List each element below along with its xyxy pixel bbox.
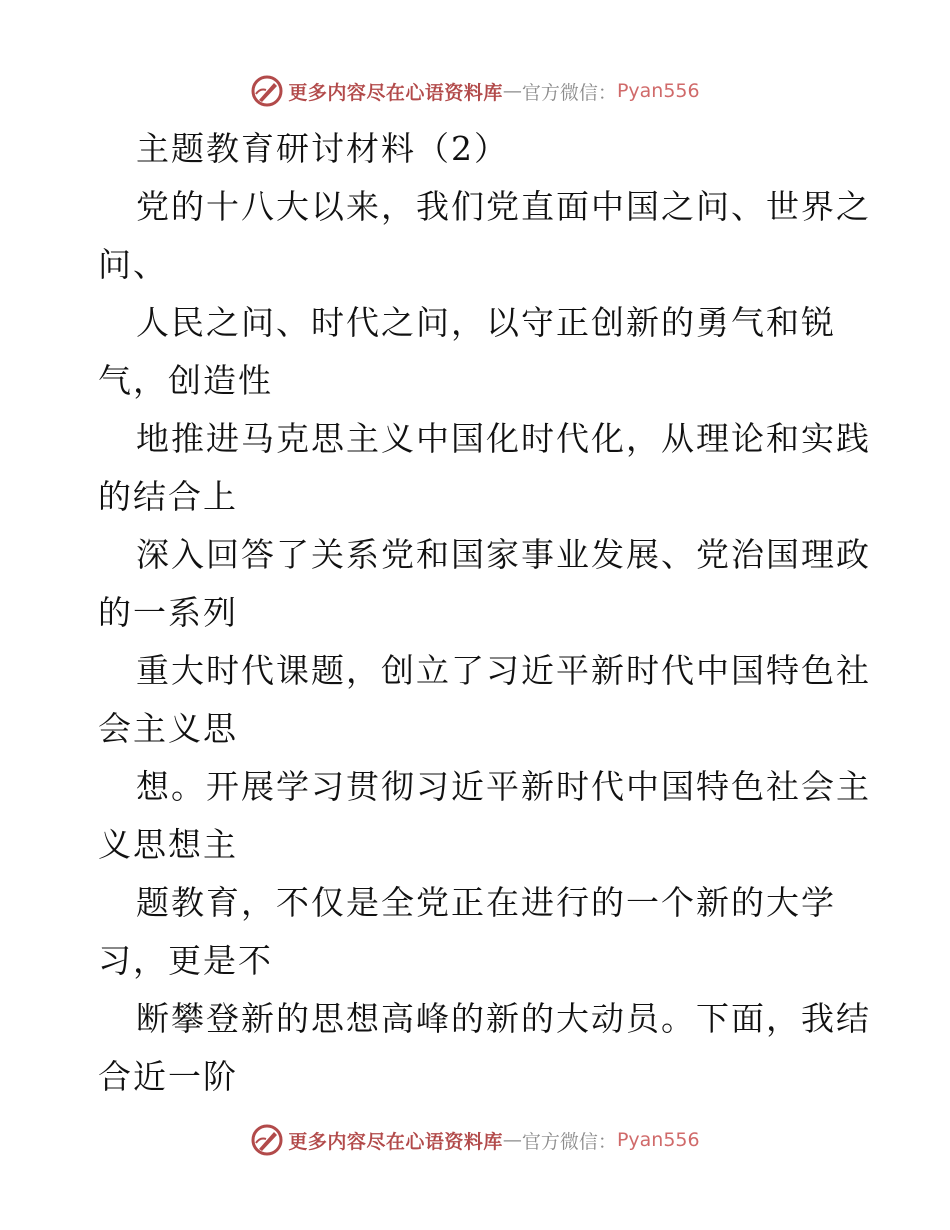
paragraph-line: 断攀登新的思想高峰的新的大动员。下面，我结 [136,999,871,1038]
paragraph-line: 合近一阶 [98,1057,238,1096]
paragraph-line: 人民之问、时代之问，以守正创新的勇气和锐 [136,303,836,342]
paragraph-line: 题教育，不仅是全党正在进行的一个新的大学 [136,883,836,922]
quill-circle-logo-icon [250,1123,284,1157]
paragraph-line: 重大时代课题，创立了习近平新时代中国特色社 [136,651,871,690]
paragraph-line: 气，创造性 [98,361,273,400]
paragraph-line: 深入回答了关系党和国家事业发展、党治国理政 [136,535,871,574]
paragraph-line: 的结合上 [98,477,238,516]
paragraph-line: 地推进马克思主义中国化时代化，从理论和实践 [136,419,871,458]
banner-dash: — [502,80,522,102]
document-title: 主题教育研讨材料（2） [136,129,509,168]
header-banner [0,73,950,109]
paragraph-line: 党的十八大以来，我们党直面中国之问、世界之 [136,187,871,226]
banner-wechat-id: Pyan556 [616,80,700,102]
banner-wechat-label: 官方微信： [521,81,617,104]
paragraph-line: 会主义思 [98,709,238,748]
banner-wechat-label: 官方微信： [521,1130,617,1153]
paragraph-line: 的一系列 [98,593,238,632]
banner-dash: — [502,1129,522,1151]
banner-title: 更多内容尽在心语资料库 [288,1130,503,1153]
paragraph-line: 问、 [98,245,168,284]
footer-banner [0,1122,950,1158]
paragraph-line: 想。开展学习贯彻习近平新时代中国特色社会主 [136,767,871,806]
document-body [98,120,871,1106]
quill-circle-logo-icon [250,74,284,108]
paragraph-line: 习，更是不 [98,941,273,980]
banner-title: 更多内容尽在心语资料库 [288,81,503,104]
paragraph-line: 义思想主 [98,825,238,864]
banner-wechat-id: Pyan556 [616,1129,700,1151]
